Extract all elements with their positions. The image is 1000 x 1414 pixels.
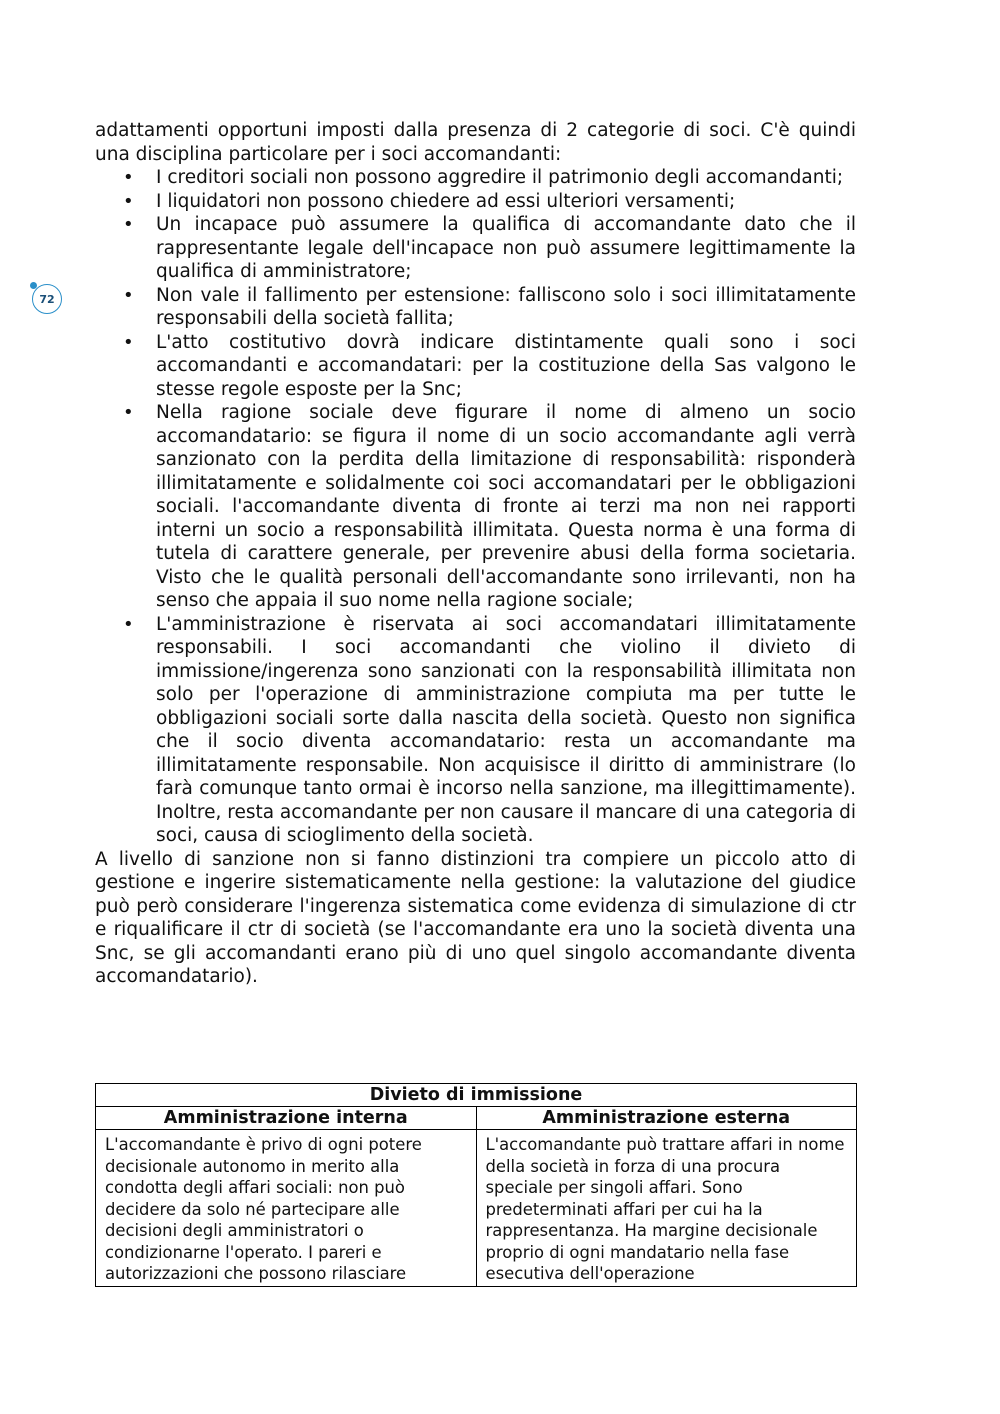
divieto-immissione-table [95, 1083, 857, 1287]
page-number: 72 [39, 292, 55, 306]
column-header-esterna: Amministrazione esterna [476, 1107, 857, 1130]
list-item: • Non vale il fallimento per estensione: falliscono solo i soci illimitatamente responsabili della società fallita; [156, 284, 856, 331]
cell-interna: L'accomandante è privo di ogni potere decisionale autonomo in merito alla condotta degli affari sociali: non può decidere da solo né partecipare alle decisioni degli amministratori o condizionarne l'operato. I pareri e autorizzazioni che possono rilasciare [96, 1130, 477, 1287]
list-item: • I liquidatori non possono chiedere ad essi ulteriori versamenti; [156, 190, 856, 214]
list-item: • I creditori sociali non possono aggredire il patrimonio degli accomandanti; [156, 166, 856, 190]
table-title: Divieto di immissione [96, 1084, 857, 1107]
list-item: • Un incapace può assumere la qualifica di accomandante dato che il rappresentante legale dell'incapace non può assumere legittimamente la qualifica di amministratore; [156, 213, 856, 284]
cell-esterna: L'accomandante può trattare affari in nome della società in forza di una procura speciale per singoli affari. Sono predeterminati affari per cui ha la rappresentanza. Ha margine decisionale proprio di ogni mandatario nella fase esecutiva dell'operazione [476, 1130, 857, 1287]
page-number-badge [32, 284, 62, 314]
intro-paragraph: adattamenti opportuni imposti dalla presenza di 2 categorie di soci. C'è quindi una disciplina particolare per i soci accomandanti: [95, 120, 856, 165]
list-item: • Nella ragione sociale deve figurare il nome di almeno un socio accomandatario: se figura il nome di un socio accomandante agli verrà sanzionato con la perdita della limitazione di responsabilità: risponderà illimitatamente e solidalmente coi soci accomandatari per le obbligazioni sociali. l'accomandante diventa di fronte ai terzi ma non nei rapporti interni un socio a responsabilità illimitata. Questa norma è una forma di tutela di carattere generale, per prevenire abusi della forma societaria. Visto che le qualità personali dell'accomandante sono irrilevanti, non ha senso che appaia il suo nome nella ragione sociale; [156, 401, 856, 613]
closing-paragraph: A livello di sanzione non si fanno distinzioni tra compiere un piccolo atto di gestione e ingerire sistematicamente nella gestione: la valutazione del giudice può però considerare l'ingerenza sistematica come evidenza di simulazione di ctr e riqualificare il ctr di società (se l'accomandante era uno la società diventa una Snc, se gli accomandanti erano più di uno quel singolo accomandante diventa accomandatario). [95, 848, 856, 987]
badge-dot-icon [30, 282, 37, 289]
bullet-list [95, 166, 856, 848]
list-item: • L'amministrazione è riservata ai soci accomandatari illimitatamente responsabili. I soci accomandanti che violino il divieto di immissione/ingerenza sono sanzionati con la responsabilità illimitata non solo per l'operazione di amministrazione compiuta ma per tutte le obbligazioni sociali sorte dalla nascita della società. Questo non significa che il socio diventa accomandatario: resta un accomandante ma illimitatamente responsabile. Non acquisisce il diritto di amministrare (lo farà comunque tanto ormai è incorso nella sanzione, ma illegittimamente). Inoltre, resta accomandante per non causare il mancare di una categoria di soci, causa di scioglimento della società. [156, 613, 856, 848]
column-header-interna: Amministrazione interna [96, 1107, 477, 1130]
list-item: • L'atto costitutivo dovrà indicare distintamente quali sono i soci accomandanti e accomandatari: per la costituzione della Sas valgono le stesse regole esposte per la Snc; [156, 331, 856, 402]
table-row [96, 1130, 857, 1287]
document-body [95, 119, 856, 989]
